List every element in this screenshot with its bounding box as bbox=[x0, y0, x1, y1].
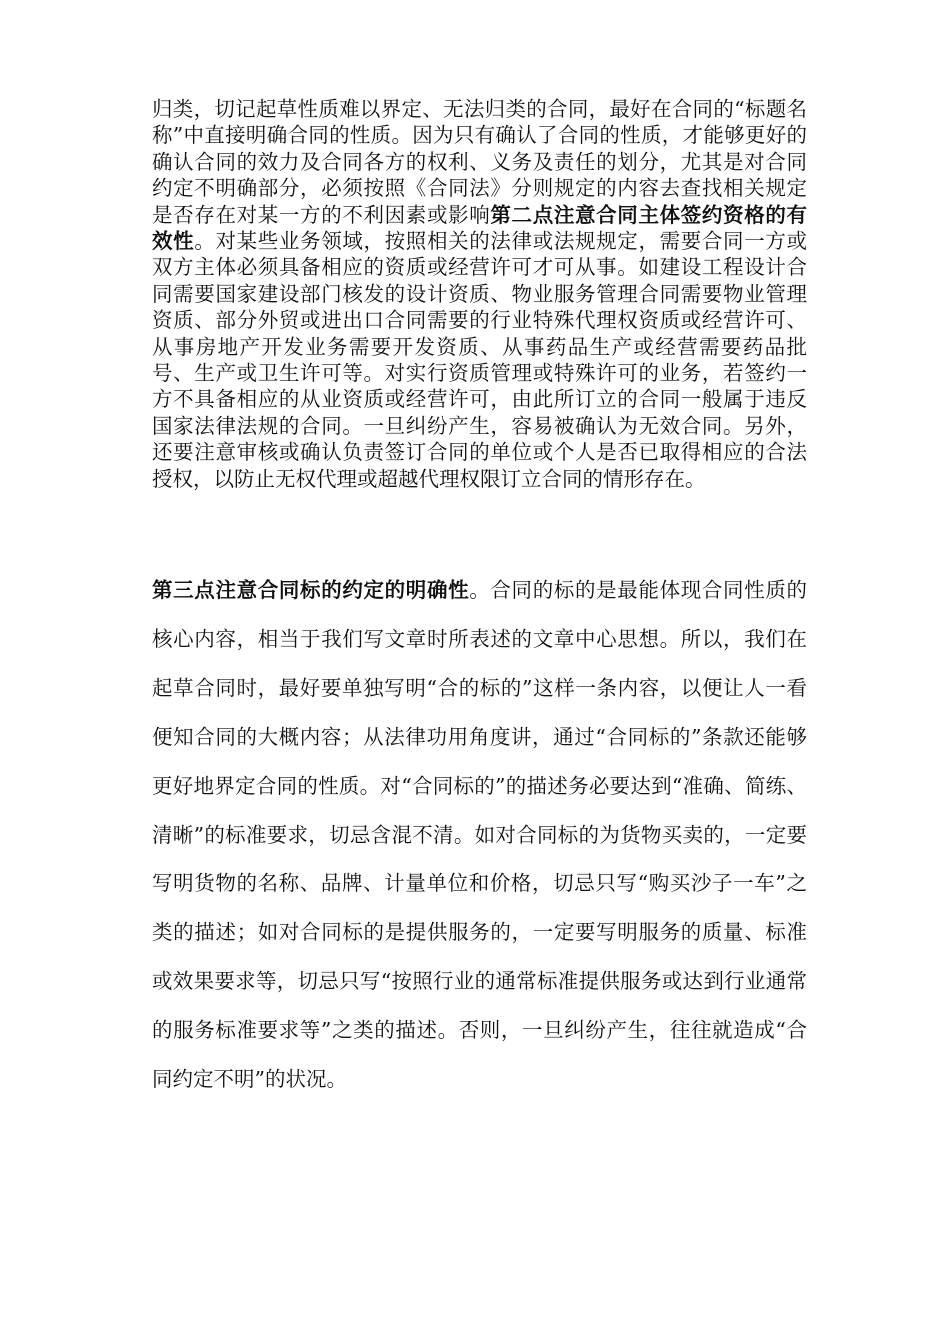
paragraph-1-text-before: 归类，切记起草性质难以界定、无法归类的合同，最好在合同的“标题名称”中直接明确合同的性质。因为只有确认了合同的性质，才能够更好的确认合同的效力及合同各方的权利、义务及责任的划分，尤其是对合同约定不明确部分，必须按照《合同法》分则规定的内容去查找相关规定是否存在对某一方的不利因素或影响 bbox=[152, 97, 807, 227]
point-three-heading: 第三点注意合同标的约定的明确性 bbox=[152, 578, 470, 602]
point-two-heading: 第二点注意合同主体签约资格的有效性 bbox=[152, 202, 808, 254]
paragraph-2 bbox=[152, 566, 807, 1104]
paragraph-2-text: 。合同的标的是最能体现合同性质的核心内容，相当于我们写文章时所表述的文章中心思想。所以，我们在起草合同时，最好要单独写明“合的标的”这样一条内容，以便让人一看便知合同的大概内容；从法律功用角度讲，通过“合同标的”条款还能够更好地界定合同的性质。对“合同标的”的描述务必要达到“准确、简练、清晰”的标准要求，切忌含混不清。如对合同标的为货物买卖的，一定要写明货物的名称、品牌、计量单位和价格，切忌只写“购买沙子一车”之类的描述；如对合同标的是提供服务的，一定要写明服务的质量、标准或效果要求等，切忌只写“按照行业的通常标准提供服务或达到行业通常的服务标准要求等”之类的描述。否则，一旦纠纷产生，往往就造成“合同约定不明”的状况。 bbox=[152, 578, 807, 1092]
paragraph-1-text-after: 。对某些业务领域，按照相关的法律或法规规定，需要合同一方或双方主体必须具备相应的资质或经营许可才可从事。如建设工程设计合同需要国家建设部门核发的设计资质、物业服务管理合同需要物业管理资质、部分外贸或进出口合同需要的行业特殊代理权资质或经营许可、从事房地产开发业务需要开发资质、从事药品生产或经营需要药品批号、生产或卫生许可等。对实行资质管理或特殊许可的业务，若签约一方不具备相应的从业资质或经营许可，由此所订立的合同一般属于违反国家法律法规的合同。一旦纠纷产生，容易被确认为无效合同。另外，还要注意审核或确认负责签订合同的单位或个人是否已取得相应的合法授权，以防止无权代理或超越代理权限订立合同的情形存在。 bbox=[152, 229, 808, 491]
paragraph-1 bbox=[152, 96, 807, 492]
